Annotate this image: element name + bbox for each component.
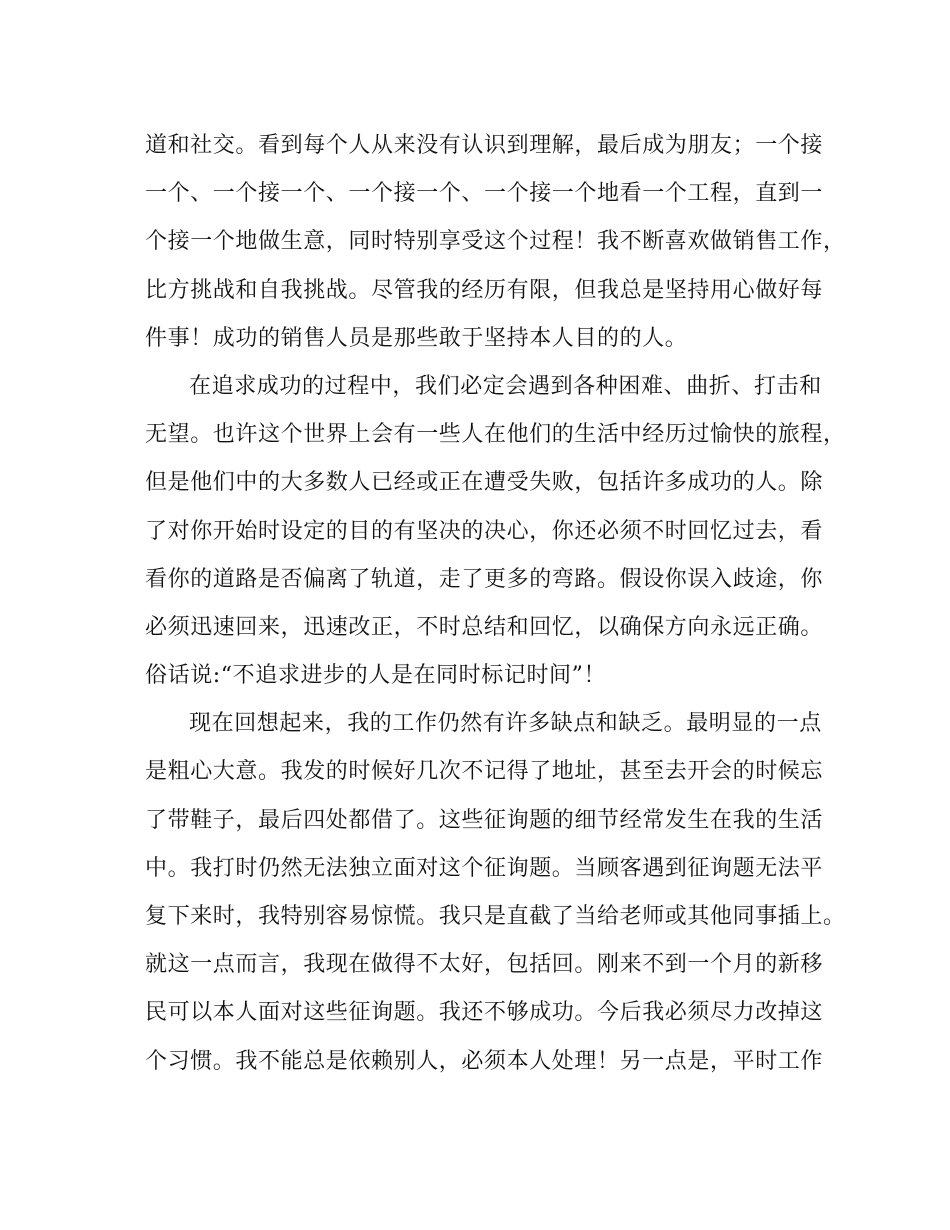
text-line: 个习惯。我不能总是依赖别人，必须本人处理！另一点是，平时工作: [145, 1048, 824, 1074]
text-line: 一个、一个接一个、一个接一个、一个接一个地看一个工程，直到一: [145, 181, 824, 207]
text-line: 复下来时，我特别容易惊慌。我只是直截了当给老师或其他同事插上。: [145, 904, 846, 929]
text-line: 看你的道路是否偏离了轨道，走了更多的弯路。假设你误入歧途，你: [145, 566, 824, 592]
text-line: 无望。也许这个世界上会有一些人在他们的生活中经历过愉快的旅程，: [145, 422, 846, 448]
text-line: 道和社交。看到每个人从来没有认识到理解，最后成为朋友；一个接: [145, 133, 824, 158]
text-line: 就这一点而言，我现在做得不太好，包括回。刚来不到一个月的新移: [145, 952, 824, 978]
text-line: 个接一个地做生意，同时特别享受这个过程！我不断喜欢做销售工作，: [145, 229, 846, 255]
text-line: 比方挑战和自我挑战。尽管我的经历有限，但我总是坚持用心做好每: [145, 277, 824, 303]
text-line: 是粗心大意。我发的时候好几次不记得了地址，甚至去开会的时候忘: [145, 759, 824, 785]
paragraph-first-line: 在追求成功的过程中，我们必定会遇到各种困难、曲折、打击和: [189, 373, 822, 399]
body-text: [145, 122, 846, 1086]
text-line: 俗话说:“不追求进步的人是在同时标记时间”！: [145, 663, 607, 689]
text-line: 但是他们中的大多数人已经或正在遭受失败，包括许多成功的人。除: [145, 470, 824, 496]
text-line: 了带鞋子，最后四处都借了。这些征询题的细节经常发生在我的生活: [145, 807, 824, 833]
text-line: 中。我打时仍然无法独立面对这个征询题。当顾客遇到征询题无法平: [145, 855, 824, 881]
paragraph-first-line: 现在回想起来，我的工作仍然有许多缺点和缺乏。最明显的一点: [189, 711, 822, 737]
text-line: 民可以本人面对这些征询题。我还不够成功。今后我必须尽力改掉这: [145, 1000, 824, 1026]
text-line: 必须迅速回来，迅速改正，不时总结和回忆，以确保方向永远正确。: [145, 614, 824, 640]
text-line: 了对你开始时设定的目的有坚决的决心，你还必须不时回忆过去，看: [145, 518, 824, 544]
text-line: 件事！成功的销售人员是那些敢于坚持本人目的的人。: [145, 325, 688, 351]
